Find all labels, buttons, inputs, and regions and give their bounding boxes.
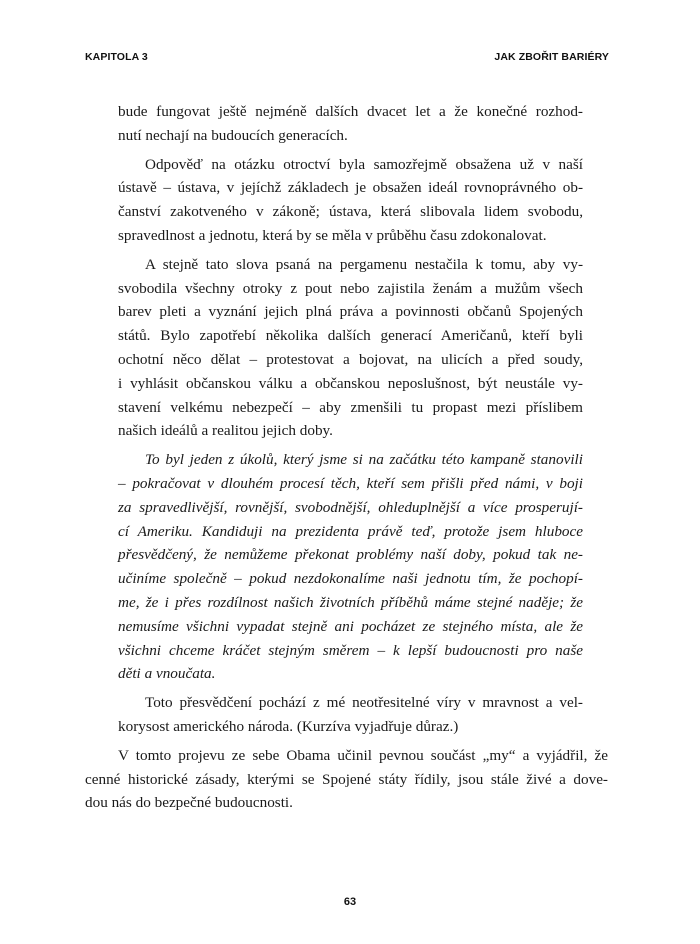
- text-line: korysost amerického národa. (Kurzíva vyjadřuje důraz.): [118, 717, 459, 735]
- text-line: dou nás do bezpečné budoucnosti.: [85, 794, 293, 812]
- text-line: barev pleti a vyznání jejich plná práva a povinnosti občanů Spojených: [118, 303, 583, 321]
- text-line: A stejně tato slova psaná na pergamenu nestačila k tomu, aby vy-: [145, 255, 583, 273]
- text-line: přesvědčený, že nemůžeme překonat problémy naší doby, pokud tak ne-: [118, 546, 583, 564]
- text-line: cí Ameriku. Kandiduji na prezidenta právě teď, protože jsem hluboce: [118, 522, 583, 540]
- text-line: i vyhlásit občanskou válku a občanskou neposlušnost, být neustále vy-: [118, 374, 583, 392]
- text-line: nutí nechají na budoucích generacích.: [118, 126, 348, 144]
- text-line: – pokračovat v dlouhém procesí těch, kteří sem přišli před námi, v boji: [118, 474, 583, 492]
- running-head-title: JAK ZBOŘIT BARIÉRY: [494, 51, 609, 63]
- text-line: To byl jeden z úkolů, který jsme si na začátku této kampaně stanovili: [145, 451, 583, 469]
- text-line: našich ideálů a realitou jejich doby.: [118, 422, 333, 440]
- text-line: čanství zakotveného v zákoně; ústava, která slibovala lidem svobodu,: [118, 203, 583, 221]
- paragraph: [118, 100, 583, 148]
- text-line: Toto přesvědčení pochází z mé neotřesitelné víry v mravnost a vel-: [145, 694, 583, 712]
- text-line: cenné historické zásady, kterými se Spojené státy řídily, jsou stále živé a dove-: [85, 770, 608, 788]
- text-line: stavení velkému nebezpečí – aby zmenšili tu propast mezi příslibem: [118, 398, 583, 416]
- text-line: všichni chceme kráčet stejným směrem – k lepší budoucnosti pro naše: [118, 641, 583, 659]
- text-line: me, že i přes rozdílnost našich životních příběhů máme stejné naděje; že: [118, 593, 583, 611]
- text-line: ochotní něco dělat – protestovat a bojovat, na ulicích a před soudy,: [118, 350, 583, 368]
- text-line: spravedlnost a jednotu, která by se měla v průběhu času zdokonalovat.: [118, 226, 547, 244]
- quote-paragraph: [118, 448, 583, 686]
- text-line: děti a vnoučata.: [118, 665, 216, 683]
- text-line: ústavě – ústava, v jejíchž základech je obsažen ideál rovnoprávného ob-: [118, 179, 583, 197]
- paragraph: [85, 744, 608, 815]
- running-head-chapter: KAPITOLA 3: [85, 51, 148, 63]
- body-text: [85, 100, 608, 815]
- text-line: V tomto projevu ze sebe Obama učinil pevnou součást „my“ a vyjádřil, že: [118, 746, 608, 764]
- text-line: bude fungovat ještě nejméně dalších dvacet let a že konečné rozhod-: [118, 103, 583, 120]
- text-line: nemusíme všichni vypadat stejně ani pocházet ze stejného místa, ale že: [118, 617, 583, 635]
- text-line: učiníme společně – pokud nezdokonalíme naši jednotu tím, že pochopí-: [118, 570, 583, 588]
- paragraph: [118, 153, 583, 248]
- text-line: za spravedlivější, rovnější, svobodnější, ohleduplnější a více prosperují-: [118, 498, 583, 516]
- text-line: států. Bylo zapotřebí několika dalších generací Američanů, kteří byli: [118, 327, 583, 345]
- text-line: Odpověď na otázku otroctví byla samozřejmě obsažena už v naší: [145, 155, 583, 173]
- page-number: 63: [343, 896, 357, 908]
- paragraph: [118, 253, 583, 443]
- text-line: svobodila všechny otroky z pout nebo zajistila ženám a mužům všech: [118, 279, 583, 297]
- paragraph: [118, 691, 583, 739]
